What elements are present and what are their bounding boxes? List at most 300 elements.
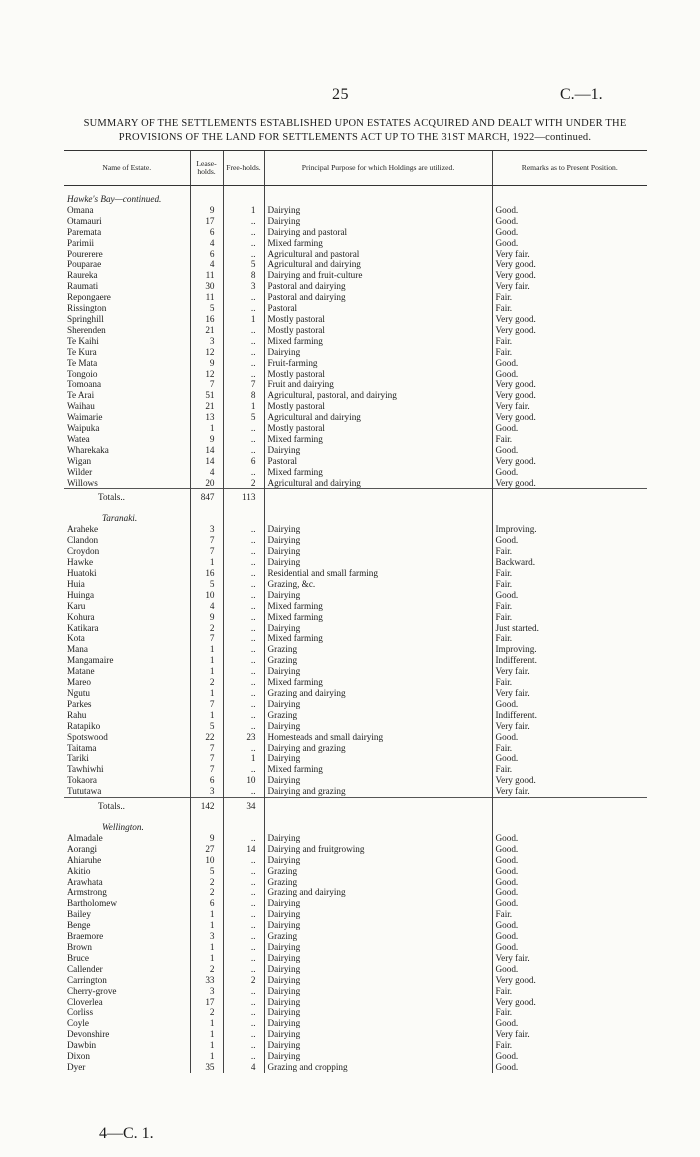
freeholds-count: ..: [223, 292, 264, 303]
totals-row: [64, 798, 647, 815]
estate-name: Callender: [67, 963, 103, 974]
estate-name: Mangamaire: [67, 655, 114, 666]
estate-name: Waipuka: [67, 423, 100, 434]
table-row: [64, 601, 647, 612]
table-row: [64, 568, 647, 579]
remarks: Fair.: [492, 764, 647, 775]
principal-purpose: Dairying and fruit-culture: [264, 270, 492, 281]
document-reference: C.—1.: [560, 86, 603, 103]
leaseholds-count: 10: [190, 590, 223, 601]
estate-name: Pourerere: [67, 248, 103, 259]
leaseholds-count: 2: [190, 1007, 223, 1018]
principal-purpose: Mostly pastoral: [264, 423, 492, 434]
principal-purpose: Pastoral and dairying: [264, 292, 492, 303]
leaseholds-count: 11: [190, 270, 223, 281]
leaseholds-count: 1: [190, 710, 223, 721]
estate-name: Araheke: [67, 524, 99, 535]
leaseholds-count: 1: [190, 688, 223, 699]
remarks: Good.: [492, 931, 647, 942]
freeholds-count: 4: [223, 1062, 264, 1073]
table-row: [64, 434, 647, 445]
table-row: [64, 270, 647, 281]
leaseholds-count: 1: [190, 666, 223, 677]
estate-name: Dyer: [67, 1061, 86, 1072]
estate-name: Mana: [67, 644, 88, 655]
principal-purpose: Agricultural and dairying: [264, 259, 492, 270]
principal-purpose: Dairying: [264, 1051, 492, 1062]
principal-purpose: Dairying: [264, 1040, 492, 1051]
freeholds-count: ..: [223, 721, 264, 732]
estate-name: Huia: [67, 578, 85, 589]
remarks: Fair.: [492, 601, 647, 612]
remarks: Good.: [492, 227, 647, 238]
principal-purpose: Dairying: [264, 699, 492, 710]
spacer-cell: [64, 505, 190, 513]
leaseholds-count: 3: [190, 931, 223, 942]
freeholds-count: 5: [223, 259, 264, 270]
spacer-cell: [264, 505, 492, 513]
principal-purpose: Grazing: [264, 644, 492, 655]
estate-name: Matane: [67, 666, 95, 677]
leaseholds-count: 4: [190, 259, 223, 270]
empty-cell: [223, 513, 264, 524]
principal-purpose: Residential and small farming: [264, 568, 492, 579]
spacer-cell: [492, 186, 647, 195]
leaseholds-count: 33: [190, 975, 223, 986]
remarks: Good.: [492, 877, 647, 888]
estate-name: Benge: [67, 920, 91, 931]
leaseholds-count: 21: [190, 325, 223, 336]
leaseholds-count: 9: [190, 833, 223, 844]
principal-purpose: Dairying: [264, 942, 492, 953]
remarks: Very fair.: [492, 281, 647, 292]
remarks: Good.: [492, 964, 647, 975]
table-row: [64, 524, 647, 535]
section-heading: Wellington.: [102, 822, 144, 833]
freeholds-count: ..: [223, 920, 264, 931]
leaseholds-count: 14: [190, 445, 223, 456]
estate-name: Clandon: [67, 535, 99, 546]
freeholds-count: ..: [223, 666, 264, 677]
empty-cell: [264, 513, 492, 524]
remarks: Backward.: [492, 557, 647, 568]
col-header-purpose: Principal Purpose for which Holdings are utilized.: [264, 151, 492, 186]
table-row: [64, 866, 647, 877]
principal-purpose: Dairying: [264, 1029, 492, 1040]
principal-purpose: Dairying and fruitgrowing: [264, 844, 492, 855]
table-row: [64, 633, 647, 644]
freeholds-count: 14: [223, 844, 264, 855]
estate-name: Braemore: [67, 931, 104, 942]
leaseholds-count: 2: [190, 887, 223, 898]
freeholds-count: ..: [223, 303, 264, 314]
estate-name: Tongoio: [67, 368, 98, 379]
title-line-1: SUMMARY OF THE SETTLEMENTS ESTABLISHED UPON ESTATES ACQUIRED AND DEALT WITH UNDER THE: [83, 118, 627, 129]
estate-name: Aorangi: [67, 843, 98, 854]
table-row: [64, 920, 647, 931]
freeholds-count: ..: [223, 855, 264, 866]
table-row: [64, 238, 647, 249]
table-row: [64, 347, 647, 358]
table-row: [64, 216, 647, 227]
freeholds-count: 1: [223, 205, 264, 216]
principal-purpose: Dairying: [264, 590, 492, 601]
leaseholds-count: 7: [190, 753, 223, 764]
table-row: [64, 590, 647, 601]
remarks: Very fair.: [492, 721, 647, 732]
empty-cell: [223, 822, 264, 833]
table-row: [64, 557, 647, 568]
table-row: [64, 281, 647, 292]
freeholds-count: ..: [223, 833, 264, 844]
freeholds-count: ..: [223, 942, 264, 953]
spacer-cell: [190, 505, 223, 513]
empty-cell: [492, 194, 647, 205]
remarks: Fair.: [492, 633, 647, 644]
principal-purpose: Grazing and cropping: [264, 1062, 492, 1073]
leaseholds-count: 5: [190, 721, 223, 732]
principal-purpose: Dairying: [264, 524, 492, 535]
freeholds-count: ..: [223, 633, 264, 644]
freeholds-count: ..: [223, 423, 264, 434]
remarks: Fair.: [492, 612, 647, 623]
remarks: Good.: [492, 205, 647, 216]
freeholds-count: ..: [223, 743, 264, 754]
table-row: [64, 721, 647, 732]
remarks: Fair.: [492, 1040, 647, 1051]
estate-name: Wigan: [67, 455, 92, 466]
estate-name: Huatoki: [67, 568, 97, 578]
table-row: [64, 844, 647, 855]
table-row: [64, 358, 647, 369]
leaseholds-count: 21: [190, 401, 223, 412]
estate-name: Springhill: [67, 313, 104, 324]
remarks: Fair.: [492, 743, 647, 754]
freeholds-count: 2: [223, 478, 264, 489]
freeholds-total: 113: [223, 489, 264, 506]
spacer-cell: [492, 814, 647, 822]
table-row: [64, 986, 647, 997]
remarks: Very good.: [492, 997, 647, 1008]
leaseholds-count: 1: [190, 1018, 223, 1029]
estate-name: Dixon: [67, 1051, 90, 1062]
empty-cell: [492, 822, 647, 833]
principal-purpose: Mostly pastoral: [264, 369, 492, 380]
freeholds-count: ..: [223, 612, 264, 623]
freeholds-count: 10: [223, 775, 264, 786]
remarks: Very good.: [492, 379, 647, 390]
principal-purpose: Dairying: [264, 920, 492, 931]
spacer-row: [64, 814, 647, 822]
table-row: [64, 325, 647, 336]
estate-name: Te Kaihi: [67, 335, 99, 346]
principal-purpose: Agricultural, pastoral, and dairying: [264, 390, 492, 401]
principal-purpose: Dairying and grazing: [264, 786, 492, 797]
col-header-remarks: Remarks as to Present Position.: [492, 151, 647, 186]
remarks: Fair.: [492, 347, 647, 358]
remarks: Improving.: [492, 644, 647, 655]
table-row: [64, 666, 647, 677]
principal-purpose: Dairying: [264, 986, 492, 997]
estate-name: Ratapiko: [67, 720, 101, 731]
principal-purpose: Dairying: [264, 997, 492, 1008]
estate-name: Cherry-grove: [67, 985, 117, 996]
table-row: [64, 579, 647, 590]
estate-name: Sherenden: [67, 324, 106, 335]
table-row: [64, 456, 647, 467]
remarks: Very good.: [492, 412, 647, 423]
table-row: [64, 699, 647, 710]
section-heading-row: [64, 822, 647, 833]
remarks: Good.: [492, 590, 647, 601]
remarks: Very fair.: [492, 1029, 647, 1040]
leaseholds-count: 5: [190, 866, 223, 877]
estate-name: Te Kura: [67, 346, 97, 357]
remarks: Good.: [492, 942, 647, 953]
spacer-cell: [190, 814, 223, 822]
table-row: [64, 623, 647, 634]
principal-purpose: Dairying: [264, 1007, 492, 1018]
spacer-row: [64, 186, 647, 195]
remarks: Good.: [492, 1062, 647, 1073]
freeholds-count: ..: [223, 1051, 264, 1062]
leaseholds-count: 14: [190, 456, 223, 467]
table-row: [64, 764, 647, 775]
estate-name: Rissington: [67, 303, 107, 314]
page-number: 25: [332, 86, 349, 103]
table-row: [64, 390, 647, 401]
table-row: [64, 259, 647, 270]
freeholds-count: ..: [223, 601, 264, 612]
leaseholds-count: 1: [190, 1040, 223, 1051]
empty-cell: [190, 513, 223, 524]
freeholds-count: 6: [223, 456, 264, 467]
table-row: [64, 401, 647, 412]
principal-purpose: Mixed farming: [264, 336, 492, 347]
spacer-cell: [223, 186, 264, 195]
table-row: [64, 953, 647, 964]
principal-purpose: Dairying: [264, 909, 492, 920]
freeholds-count: ..: [223, 249, 264, 260]
remarks: Very good.: [492, 270, 647, 281]
leaseholds-total: 847: [190, 489, 223, 506]
freeholds-count: ..: [223, 1018, 264, 1029]
leaseholds-count: 6: [190, 227, 223, 238]
freeholds-count: ..: [223, 764, 264, 775]
freeholds-count: ..: [223, 227, 264, 238]
table-row: [64, 877, 647, 888]
estate-name: Devonshire: [67, 1029, 110, 1040]
estate-name: Akitio: [67, 865, 91, 876]
table-row: [64, 931, 647, 942]
freeholds-count: ..: [223, 579, 264, 590]
estate-name: Ahiaruhe: [67, 854, 102, 865]
estate-name: Mareo: [67, 677, 91, 688]
freeholds-count: 1: [223, 401, 264, 412]
estate-name: Repongaere: [67, 292, 111, 303]
leaseholds-count: 6: [190, 775, 223, 786]
principal-purpose: Mixed farming: [264, 677, 492, 688]
table-row: [64, 546, 647, 557]
freeholds-count: ..: [223, 369, 264, 380]
empty-cell: [190, 822, 223, 833]
freeholds-count: ..: [223, 953, 264, 964]
remarks: Good.: [492, 844, 647, 855]
principal-purpose: Dairying: [264, 347, 492, 358]
remarks: Good.: [492, 423, 647, 434]
leaseholds-count: 2: [190, 623, 223, 634]
principal-purpose: Agricultural and dairying: [264, 478, 492, 489]
freeholds-count: ..: [223, 358, 264, 369]
estate-name: Arawhata: [67, 876, 103, 887]
table-row: [64, 710, 647, 721]
table-row: [64, 942, 647, 953]
leaseholds-count: 1: [190, 423, 223, 434]
remarks: Good.: [492, 1018, 647, 1029]
remarks: Very fair.: [492, 786, 647, 797]
remarks: Very fair.: [492, 953, 647, 964]
principal-purpose: Dairying and pastoral: [264, 227, 492, 238]
table-row: [64, 997, 647, 1008]
empty-cell: [190, 194, 223, 205]
remarks: Good.: [492, 753, 647, 764]
remarks: Good.: [492, 833, 647, 844]
freeholds-count: ..: [223, 1007, 264, 1018]
leaseholds-count: 35: [190, 1062, 223, 1073]
remarks: Fair.: [492, 546, 647, 557]
principal-purpose: Homesteads and small dairying: [264, 732, 492, 743]
estate-name: Spotswood: [67, 731, 108, 742]
leaseholds-count: 3: [190, 986, 223, 997]
estate-name: Paremata: [67, 226, 102, 237]
leaseholds-count: 1: [190, 655, 223, 666]
estate-name: Kota: [67, 633, 85, 644]
remarks: Good.: [492, 887, 647, 898]
principal-purpose: Fruit and dairying: [264, 379, 492, 390]
freeholds-count: ..: [223, 557, 264, 568]
remarks: Indifferent.: [492, 655, 647, 666]
estate-name: Corliss: [67, 1007, 94, 1018]
remarks: Very good.: [492, 325, 647, 336]
leaseholds-count: 22: [190, 732, 223, 743]
leaseholds-count: 13: [190, 412, 223, 423]
principal-purpose: Grazing: [264, 655, 492, 666]
freeholds-count: ..: [223, 216, 264, 227]
estate-name: Willows: [67, 477, 98, 488]
totals-row: [64, 489, 647, 506]
leaseholds-count: 2: [190, 877, 223, 888]
leaseholds-count: 20: [190, 478, 223, 489]
freeholds-count: 1: [223, 753, 264, 764]
table-row: [64, 855, 647, 866]
principal-purpose: Dairying: [264, 1018, 492, 1029]
freeholds-count: 1: [223, 314, 264, 325]
leaseholds-count: 1: [190, 909, 223, 920]
remarks: Good.: [492, 358, 647, 369]
principal-purpose: Mixed farming: [264, 764, 492, 775]
table-row: [64, 898, 647, 909]
table-row: [64, 1018, 647, 1029]
principal-purpose: Mixed farming: [264, 612, 492, 623]
table-row: [64, 732, 647, 743]
remarks: Very fair.: [492, 401, 647, 412]
leaseholds-count: 1: [190, 920, 223, 931]
freeholds-count: ..: [223, 931, 264, 942]
estate-name: Brown: [67, 942, 93, 952]
estate-name: Croydon: [67, 546, 100, 557]
freeholds-count: ..: [223, 445, 264, 456]
spacer-cell: [223, 505, 264, 513]
table-row: [64, 975, 647, 986]
estate-name: Huinga: [67, 589, 95, 600]
spacer-cell: [264, 814, 492, 822]
leaseholds-count: 11: [190, 292, 223, 303]
leaseholds-count: 9: [190, 434, 223, 445]
remarks: Improving.: [492, 524, 647, 535]
leaseholds-count: 1: [190, 953, 223, 964]
remarks: Good.: [492, 898, 647, 909]
leaseholds-count: 4: [190, 601, 223, 612]
table-row: [64, 964, 647, 975]
remarks: Very good.: [492, 456, 647, 467]
table-row: [64, 423, 647, 434]
totals-label: Totals..: [64, 489, 190, 506]
table-row: [64, 753, 647, 764]
freeholds-count: ..: [223, 325, 264, 336]
remarks: Fair.: [492, 292, 647, 303]
estate-name: Tokaora: [67, 775, 97, 786]
estate-name: Waihau: [67, 401, 95, 412]
freeholds-count: ..: [223, 336, 264, 347]
estate-name: Otamauri: [67, 215, 102, 226]
freeholds-count: ..: [223, 644, 264, 655]
leaseholds-count: 7: [190, 379, 223, 390]
estate-name: Armstrong: [67, 887, 107, 898]
principal-purpose: Mixed farming: [264, 238, 492, 249]
remarks: Fair.: [492, 579, 647, 590]
remarks: Good.: [492, 920, 647, 931]
leaseholds-count: 9: [190, 612, 223, 623]
leaseholds-count: 9: [190, 205, 223, 216]
table-row: [64, 205, 647, 216]
leaseholds-count: 4: [190, 238, 223, 249]
estate-name: Carrington: [67, 974, 107, 985]
remarks: Fair.: [492, 303, 647, 314]
table-row: [64, 478, 647, 489]
leaseholds-count: 9: [190, 358, 223, 369]
freeholds-count: ..: [223, 677, 264, 688]
freeholds-count: 7: [223, 379, 264, 390]
table-row: [64, 1029, 647, 1040]
leaseholds-count: 12: [190, 347, 223, 358]
section-heading: Hawke's Bay—continued.: [67, 194, 162, 204]
leaseholds-total: 142: [190, 798, 223, 815]
estate-name: Bartholomew: [67, 898, 118, 909]
freeholds-count: ..: [223, 655, 264, 666]
principal-purpose: Dairying: [264, 775, 492, 786]
remarks: Very good.: [492, 975, 647, 986]
spacer-cell: [223, 814, 264, 822]
remarks: Good.: [492, 866, 647, 877]
principal-purpose: Grazing, &c.: [264, 579, 492, 590]
principal-purpose: Dairying: [264, 855, 492, 866]
title-line-2: PROVISIONS OF THE LAND FOR SETTLEMENTS ACT UP TO THE 31ST MARCH, 1922—continued.: [118, 132, 592, 143]
estate-name: Bruce: [67, 952, 89, 963]
principal-purpose: Mostly pastoral: [264, 314, 492, 325]
leaseholds-count: 5: [190, 303, 223, 314]
freeholds-count: ..: [223, 467, 264, 478]
freeholds-count: ..: [223, 699, 264, 710]
